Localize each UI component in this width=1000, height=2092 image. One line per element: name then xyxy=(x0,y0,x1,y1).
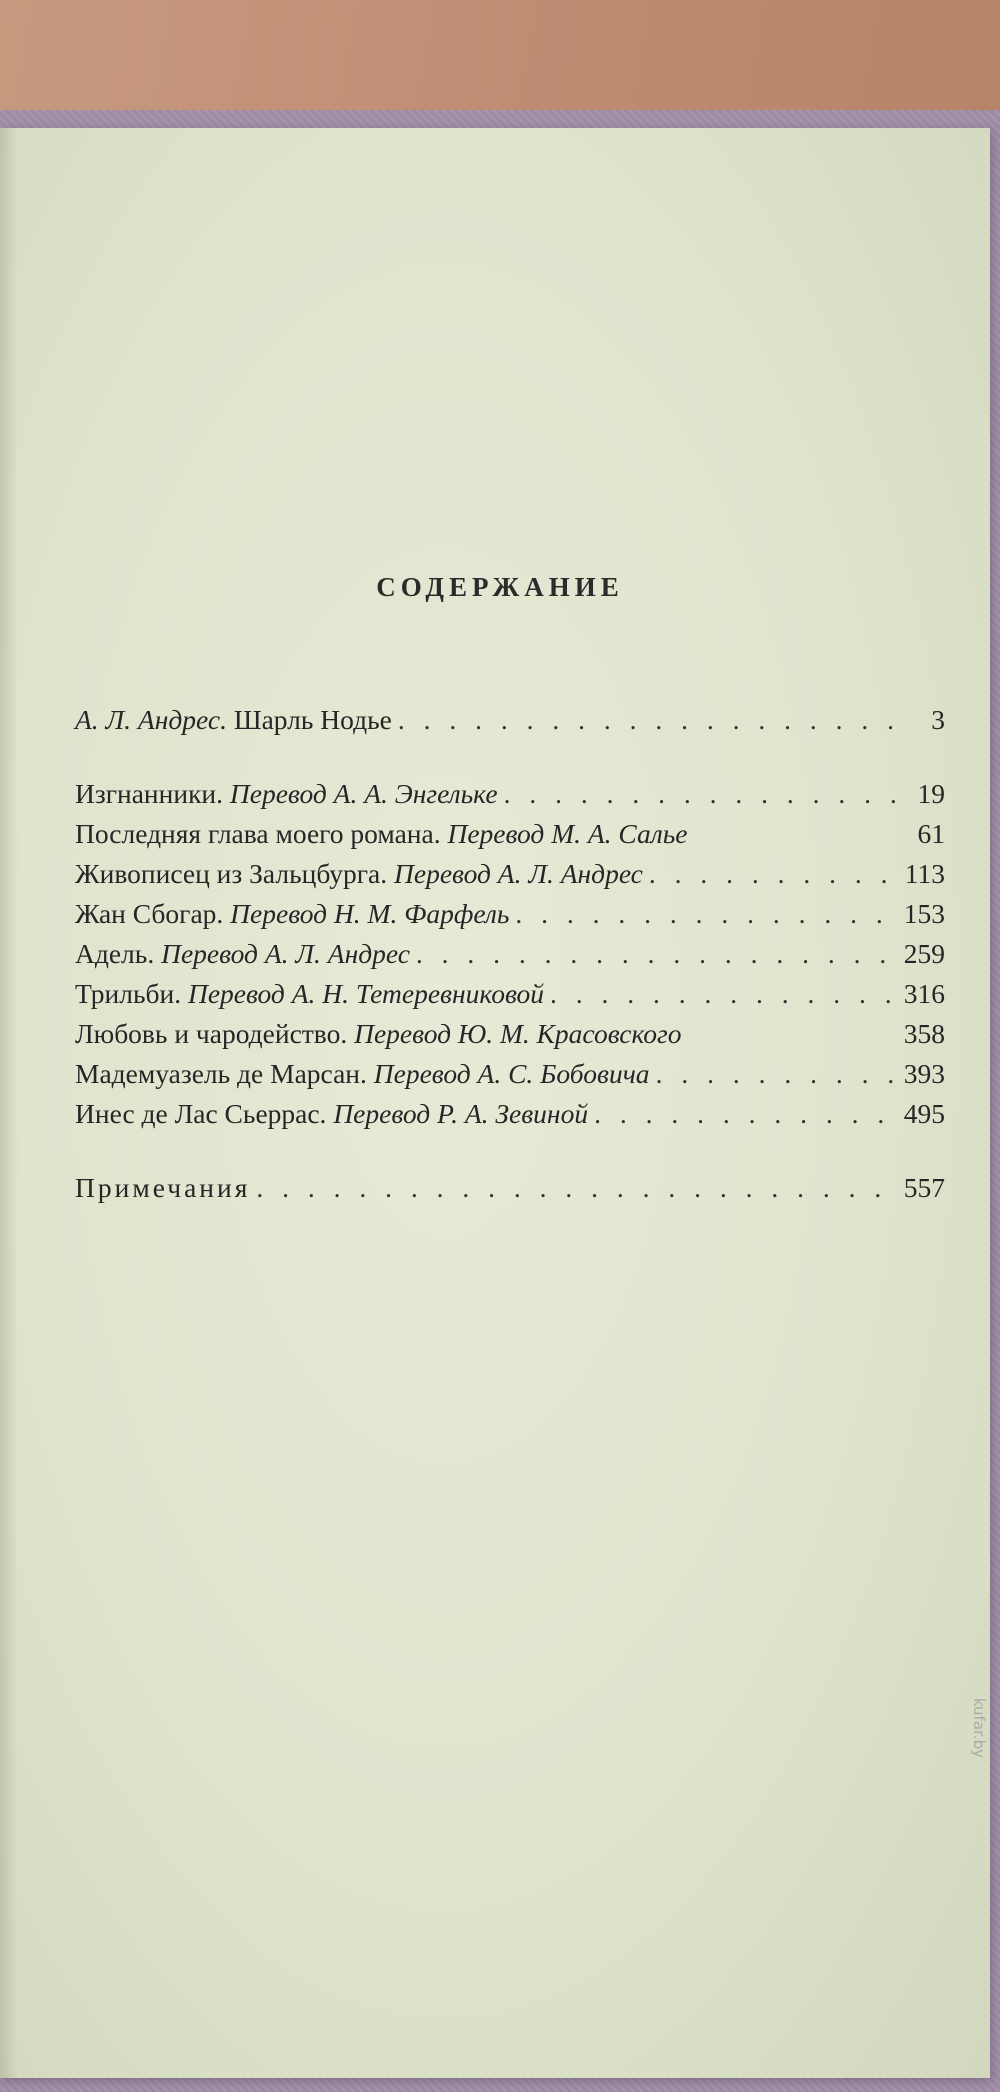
toc-translator: Перевод А. С. Бобовича xyxy=(373,1058,650,1089)
page-gutter-shadow xyxy=(0,128,18,2078)
toc-title: Мадемуазель де Марсан. xyxy=(75,1058,367,1089)
toc-page-number: 19 xyxy=(917,778,945,809)
toc-entry xyxy=(75,934,945,974)
toc-entry xyxy=(75,814,945,854)
contents-heading: СОДЕРЖАНИЕ xyxy=(376,572,624,602)
toc-translator: Перевод Н. М. Фарфель xyxy=(230,898,510,929)
toc-translator: Перевод М. А. Салье xyxy=(447,818,688,849)
toc-leader-dots xyxy=(250,1168,895,1208)
toc-entry xyxy=(75,854,945,894)
toc-translator: Перевод А. А. Энгельке xyxy=(229,778,498,809)
watermark: kufar.by xyxy=(970,1697,988,1758)
toc-translator: Перевод А. Л. Андрес xyxy=(394,858,643,889)
toc-title: Изгнанники. xyxy=(75,778,224,809)
toc-title: Любовь и чародейство. xyxy=(75,1018,348,1049)
toc-page-number: 259 xyxy=(903,938,945,969)
toc-leader-dots xyxy=(544,974,895,1014)
toc-title: Последняя глава моего романа. xyxy=(75,818,441,849)
toc-leader-dots xyxy=(392,700,895,740)
toc-title: Жан Сбогар. xyxy=(75,898,224,929)
toc-leader-dots xyxy=(509,894,895,934)
toc-entry-notes xyxy=(75,1168,945,1208)
toc-leader-dots xyxy=(498,774,895,814)
toc-translator: Перевод Ю. М. Красовского xyxy=(354,1018,682,1049)
table-surface xyxy=(0,0,1000,120)
toc-entry xyxy=(75,1014,945,1054)
toc-leader-dots xyxy=(643,854,895,894)
toc-translator: Перевод А. Л. Андрес xyxy=(161,938,410,969)
toc-page-number: 358 xyxy=(903,1018,945,1049)
toc-page-number: 495 xyxy=(903,1098,945,1129)
toc-title: Адель. xyxy=(75,938,155,969)
toc-entry xyxy=(75,774,945,814)
toc-page-number: 557 xyxy=(903,1172,945,1203)
toc-title: Трильби. xyxy=(75,978,182,1009)
toc-page-number: 61 xyxy=(917,818,945,849)
table-of-contents xyxy=(75,700,945,1208)
toc-translator: Перевод Р. А. Зевиной xyxy=(333,1098,589,1129)
toc-author: А. Л. Андрес. xyxy=(75,704,227,735)
toc-translator: Перевод А. Н. Тетеревниковой xyxy=(187,978,545,1009)
toc-title: Живописец из Зальцбурга. xyxy=(75,858,388,889)
toc-title: Инес де Лас Сьеррас. xyxy=(75,1098,327,1129)
toc-entry xyxy=(75,1054,945,1094)
toc-leader-dots xyxy=(650,1054,895,1094)
toc-page-number: 153 xyxy=(903,898,945,929)
toc-page-number: 3 xyxy=(931,704,945,735)
toc-leader-dots xyxy=(588,1094,895,1134)
toc-entry xyxy=(75,974,945,1014)
toc-title: Шарль Нодье xyxy=(233,704,392,735)
toc-entry-intro xyxy=(75,700,945,740)
toc-leader-dots xyxy=(410,934,895,974)
toc-entry xyxy=(75,1094,945,1134)
toc-page-number: 316 xyxy=(903,978,945,1009)
toc-title: Примечания xyxy=(75,1172,251,1203)
toc-entry xyxy=(75,894,945,934)
toc-page-number: 393 xyxy=(903,1058,945,1089)
toc-page-number: 113 xyxy=(904,858,945,889)
